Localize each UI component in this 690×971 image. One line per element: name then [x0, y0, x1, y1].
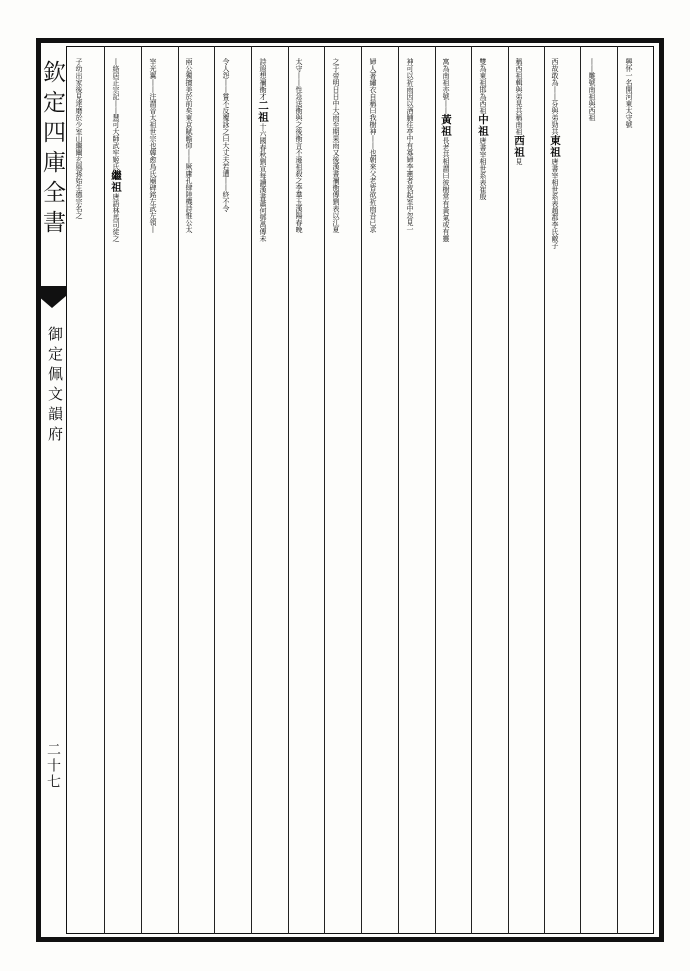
column-rule — [104, 46, 105, 934]
book-title: 御定佩文韻府 — [46, 326, 64, 446]
fishtail-mark — [38, 286, 66, 322]
entry-heading: 中祖 — [477, 114, 489, 137]
text-column — [105, 58, 141, 928]
text-segment: 令人怨丨丨嘗不反覆詠之曰大丈夫若遭丨丨終不令 — [222, 58, 230, 212]
text-segment: 詩遐想禰衡才 — [259, 58, 267, 100]
text-segment: 唐書宰相世系表趙郡李氏敵子 — [551, 158, 559, 249]
page-number: 二十七 — [45, 742, 61, 790]
text-column — [178, 58, 214, 928]
text-column — [508, 58, 544, 928]
column-rule — [214, 46, 215, 934]
text-column — [252, 58, 288, 928]
text-segment: 唐書宰相世系表崔殷 — [479, 137, 487, 200]
text-segment: 唐語林馬司徒之 — [112, 193, 120, 242]
text-segment: 見 — [515, 158, 523, 165]
text-segment: 之于帝明日日中大雨至期果雨又後漢書禰衡傳劉表以江夏 — [332, 58, 340, 233]
column-rule — [251, 46, 252, 934]
text-column — [215, 58, 251, 928]
column-rule — [178, 46, 179, 934]
column-rule — [617, 46, 618, 934]
text-column — [288, 58, 324, 928]
text-column — [472, 58, 508, 928]
text-column — [581, 58, 617, 928]
column-rule — [435, 46, 436, 934]
text-column — [325, 58, 361, 928]
text-segment: 宰光翼丨丨注謂晉太祖世宗也韓愈烏氏廟碑銘左武左領丨 — [149, 58, 157, 233]
column-rule — [580, 46, 581, 934]
library-title: 欽定四庫全書 — [39, 60, 65, 240]
entry-heading: 東祖 — [549, 135, 561, 158]
text-column — [68, 58, 104, 928]
text-segment: 興怀一名開河東太守號 — [625, 58, 633, 128]
text-segment: 神可以祈雨因以酒脯往亭中有寡婦李憲者夜起室中忽見一 — [406, 58, 414, 233]
entry-heading: 黃祖 — [440, 114, 452, 137]
text-segment: 孫始生德宗名之 — [75, 170, 83, 219]
column-rule — [398, 46, 399, 934]
column-rule — [324, 46, 325, 934]
entry-heading: 二祖 — [257, 100, 269, 123]
text-segment: 婦人著繡衣自稱曰我樹神丨丨也朝來父老皆欲祈雨吾已求 — [369, 58, 377, 233]
entry-heading: 西祖 — [513, 135, 525, 158]
text-segment: 西故敢為丨丨芬與弟勁共 — [551, 58, 559, 135]
text-column — [362, 58, 398, 928]
text-column — [618, 58, 654, 928]
text-column — [544, 58, 580, 928]
text-column — [399, 58, 435, 928]
column-rule — [508, 46, 509, 934]
text-segment: 兩公獨擅美於前矣東京賦瞻仰丨丨厥庸孔肆陸機詩惟公太 — [185, 58, 193, 233]
column-rule — [361, 46, 362, 934]
text-segment: 丨丨雕號南祖與西祖 — [588, 58, 596, 121]
entry-heading: 繼祖 — [110, 170, 122, 193]
text-column — [142, 58, 178, 928]
column-rule — [544, 46, 545, 934]
text-segment: 丨絡居正宗記丨丨慧可大師武牢姬氏 — [112, 58, 120, 170]
text-segment: 長老共相謂曰彼樹常有黃氣或有靈 — [442, 137, 450, 242]
text-segment: 十六國春秋劉宣每讀漢書蕭何鄧禹傳未 — [259, 123, 267, 242]
column-rule — [471, 46, 472, 934]
text-column — [435, 58, 471, 928]
text-segment: 稱西祖輯與弟晃共稱南祖 — [515, 58, 523, 135]
text-segment: 雙為東祖邯為西祖 — [479, 58, 487, 114]
text-segment: 太守丨丨性急送衡與之後衡言不遜祖殺之李羣玉漢陽春晚 — [295, 58, 303, 233]
column-rule — [141, 46, 142, 934]
column-rule — [288, 46, 289, 934]
text-segment: 寓為南祖亦號丨丨 — [442, 58, 450, 114]
text-segment: 子幼出家後見達磨於少室山繼闡玄風 — [75, 58, 83, 170]
